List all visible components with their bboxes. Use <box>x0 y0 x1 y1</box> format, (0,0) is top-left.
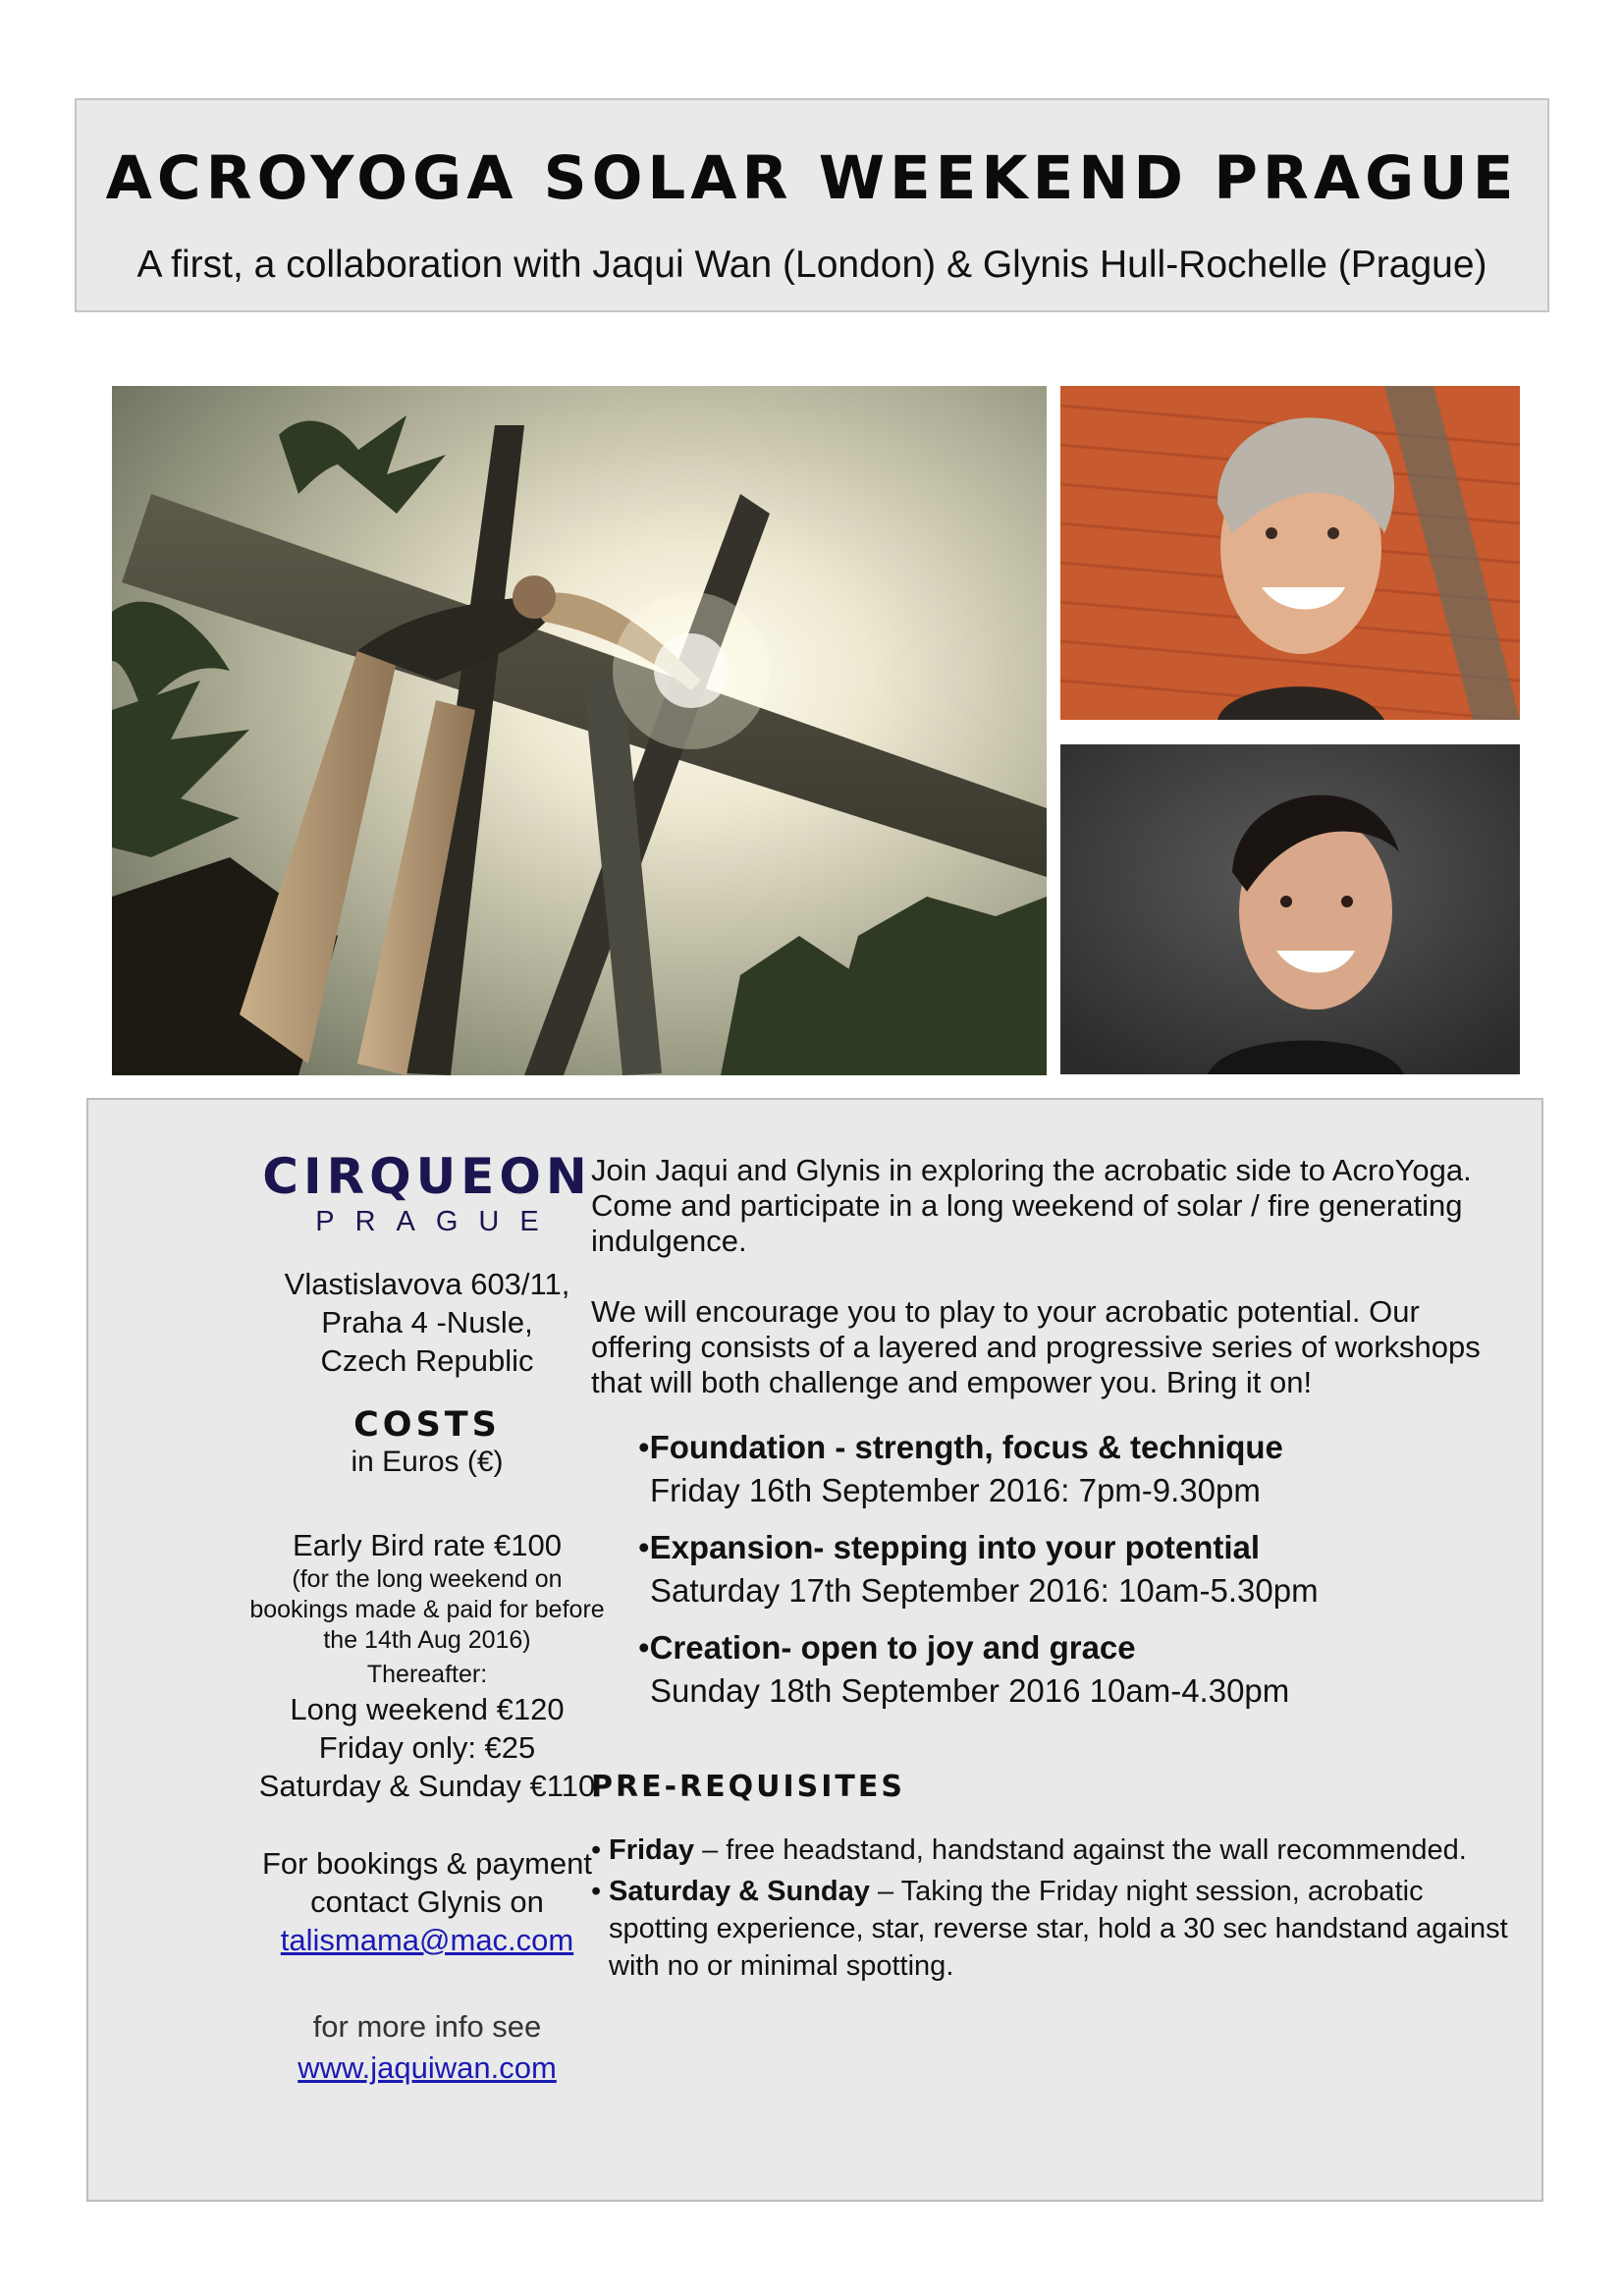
early-bird-note-line: (for the long weekend on <box>292 1565 563 1593</box>
prerequisite-item <box>591 1831 1514 1869</box>
session-item <box>638 1626 1514 1713</box>
prerequisite-label: Friday <box>609 1834 695 1866</box>
early-bird-note-line: the 14th Aug 2016) <box>323 1626 531 1654</box>
glynis-portrait-photo <box>1060 386 1520 720</box>
bullet-icon: • <box>591 1876 602 1907</box>
bullet-icon: • <box>591 1834 602 1866</box>
address-line: Praha 4 -Nusle, <box>321 1305 533 1339</box>
early-bird-rate: Early Bird rate €100 <box>293 1528 562 1562</box>
acroyoga-photo <box>112 386 1047 1075</box>
header-banner <box>75 98 1549 312</box>
session-list <box>638 1426 1514 1713</box>
venue-city: PRAGUE <box>315 1206 560 1237</box>
prerequisites-heading: PRE-REQUISITES <box>591 1770 905 1804</box>
bullet-icon: • <box>638 1629 650 1666</box>
intro-paragraph: Join Jaqui and Glynis in exploring the acrobatic side to AcroYoga. Come and participate in a long weekend of solar / fire generating indulgence. <box>591 1153 1472 1258</box>
session-item <box>638 1426 1514 1512</box>
more-info <box>118 2006 736 2089</box>
bullet-icon: • <box>638 1429 650 1465</box>
address-line: Vlastislavova 603/11, <box>284 1267 570 1301</box>
description-column <box>591 1153 1514 1989</box>
info-panel <box>86 1098 1543 2202</box>
session-time: Friday 16th September 2016: 7pm-9.30pm <box>650 1472 1261 1508</box>
intro-paragraph: We will encourage you to play to your acrobatic potential. Our offering consists of a layered and progressive series of workshops that will both challenge and empower you. Bring it on! <box>591 1294 1481 1399</box>
session-title: Foundation - strength, focus & technique <box>649 1429 1283 1465</box>
early-bird-note-line: bookings made & paid for before <box>249 1596 605 1623</box>
price-friday-only: Friday only: €25 <box>318 1730 536 1765</box>
bullet-icon: • <box>638 1529 650 1565</box>
venue-name: CIRQUEON <box>262 1148 592 1205</box>
prerequisite-text: – Taking the Friday night session, acrobatic spotting experience, star, reverse star, hold a 30 sec handstand against with no or minimal spotting. <box>609 1876 1508 1982</box>
address-line: Czech Republic <box>320 1343 534 1378</box>
price-saturday-sunday: Saturday & Sunday €110 <box>258 1769 596 1803</box>
website-link[interactable]: www.jaquiwan.com <box>297 2050 557 2085</box>
prerequisite-text: – free headstand, handstand against the wall recommended. <box>694 1834 1467 1866</box>
session-time: Sunday 18th September 2016 10am-4.30pm <box>650 1672 1290 1709</box>
session-item <box>638 1526 1514 1613</box>
more-info-label: for more info see <box>312 2009 542 2044</box>
price-long-weekend: Long weekend €120 <box>290 1692 565 1726</box>
session-title: Creation- open to joy and grace <box>649 1629 1136 1666</box>
contact-line: contact Glynis on <box>310 1885 544 1919</box>
page-subtitle: A first, a collaboration with Jaqui Wan (London) & Glynis Hull-Rochelle (Prague) <box>136 244 1487 286</box>
session-title: Expansion- stepping into your potential <box>649 1529 1261 1565</box>
costs-heading: COSTS <box>353 1405 501 1445</box>
prerequisite-item <box>591 1873 1514 1985</box>
contact-line: For bookings & payment <box>261 1846 592 1881</box>
jaqui-portrait-photo <box>1060 744 1520 1074</box>
session-time: Saturday 17th September 2016: 10am-5.30pm <box>650 1572 1319 1609</box>
email-link[interactable]: talismama@mac.com <box>280 1923 574 1957</box>
costs-currency-note: in Euros (€) <box>351 1446 504 1478</box>
page-title: ACROYOGA SOLAR WEEKEND PRAGUE <box>105 143 1519 213</box>
prerequisite-label: Saturday & Sunday <box>609 1876 870 1907</box>
thereafter-label: Thereafter: <box>366 1661 488 1688</box>
